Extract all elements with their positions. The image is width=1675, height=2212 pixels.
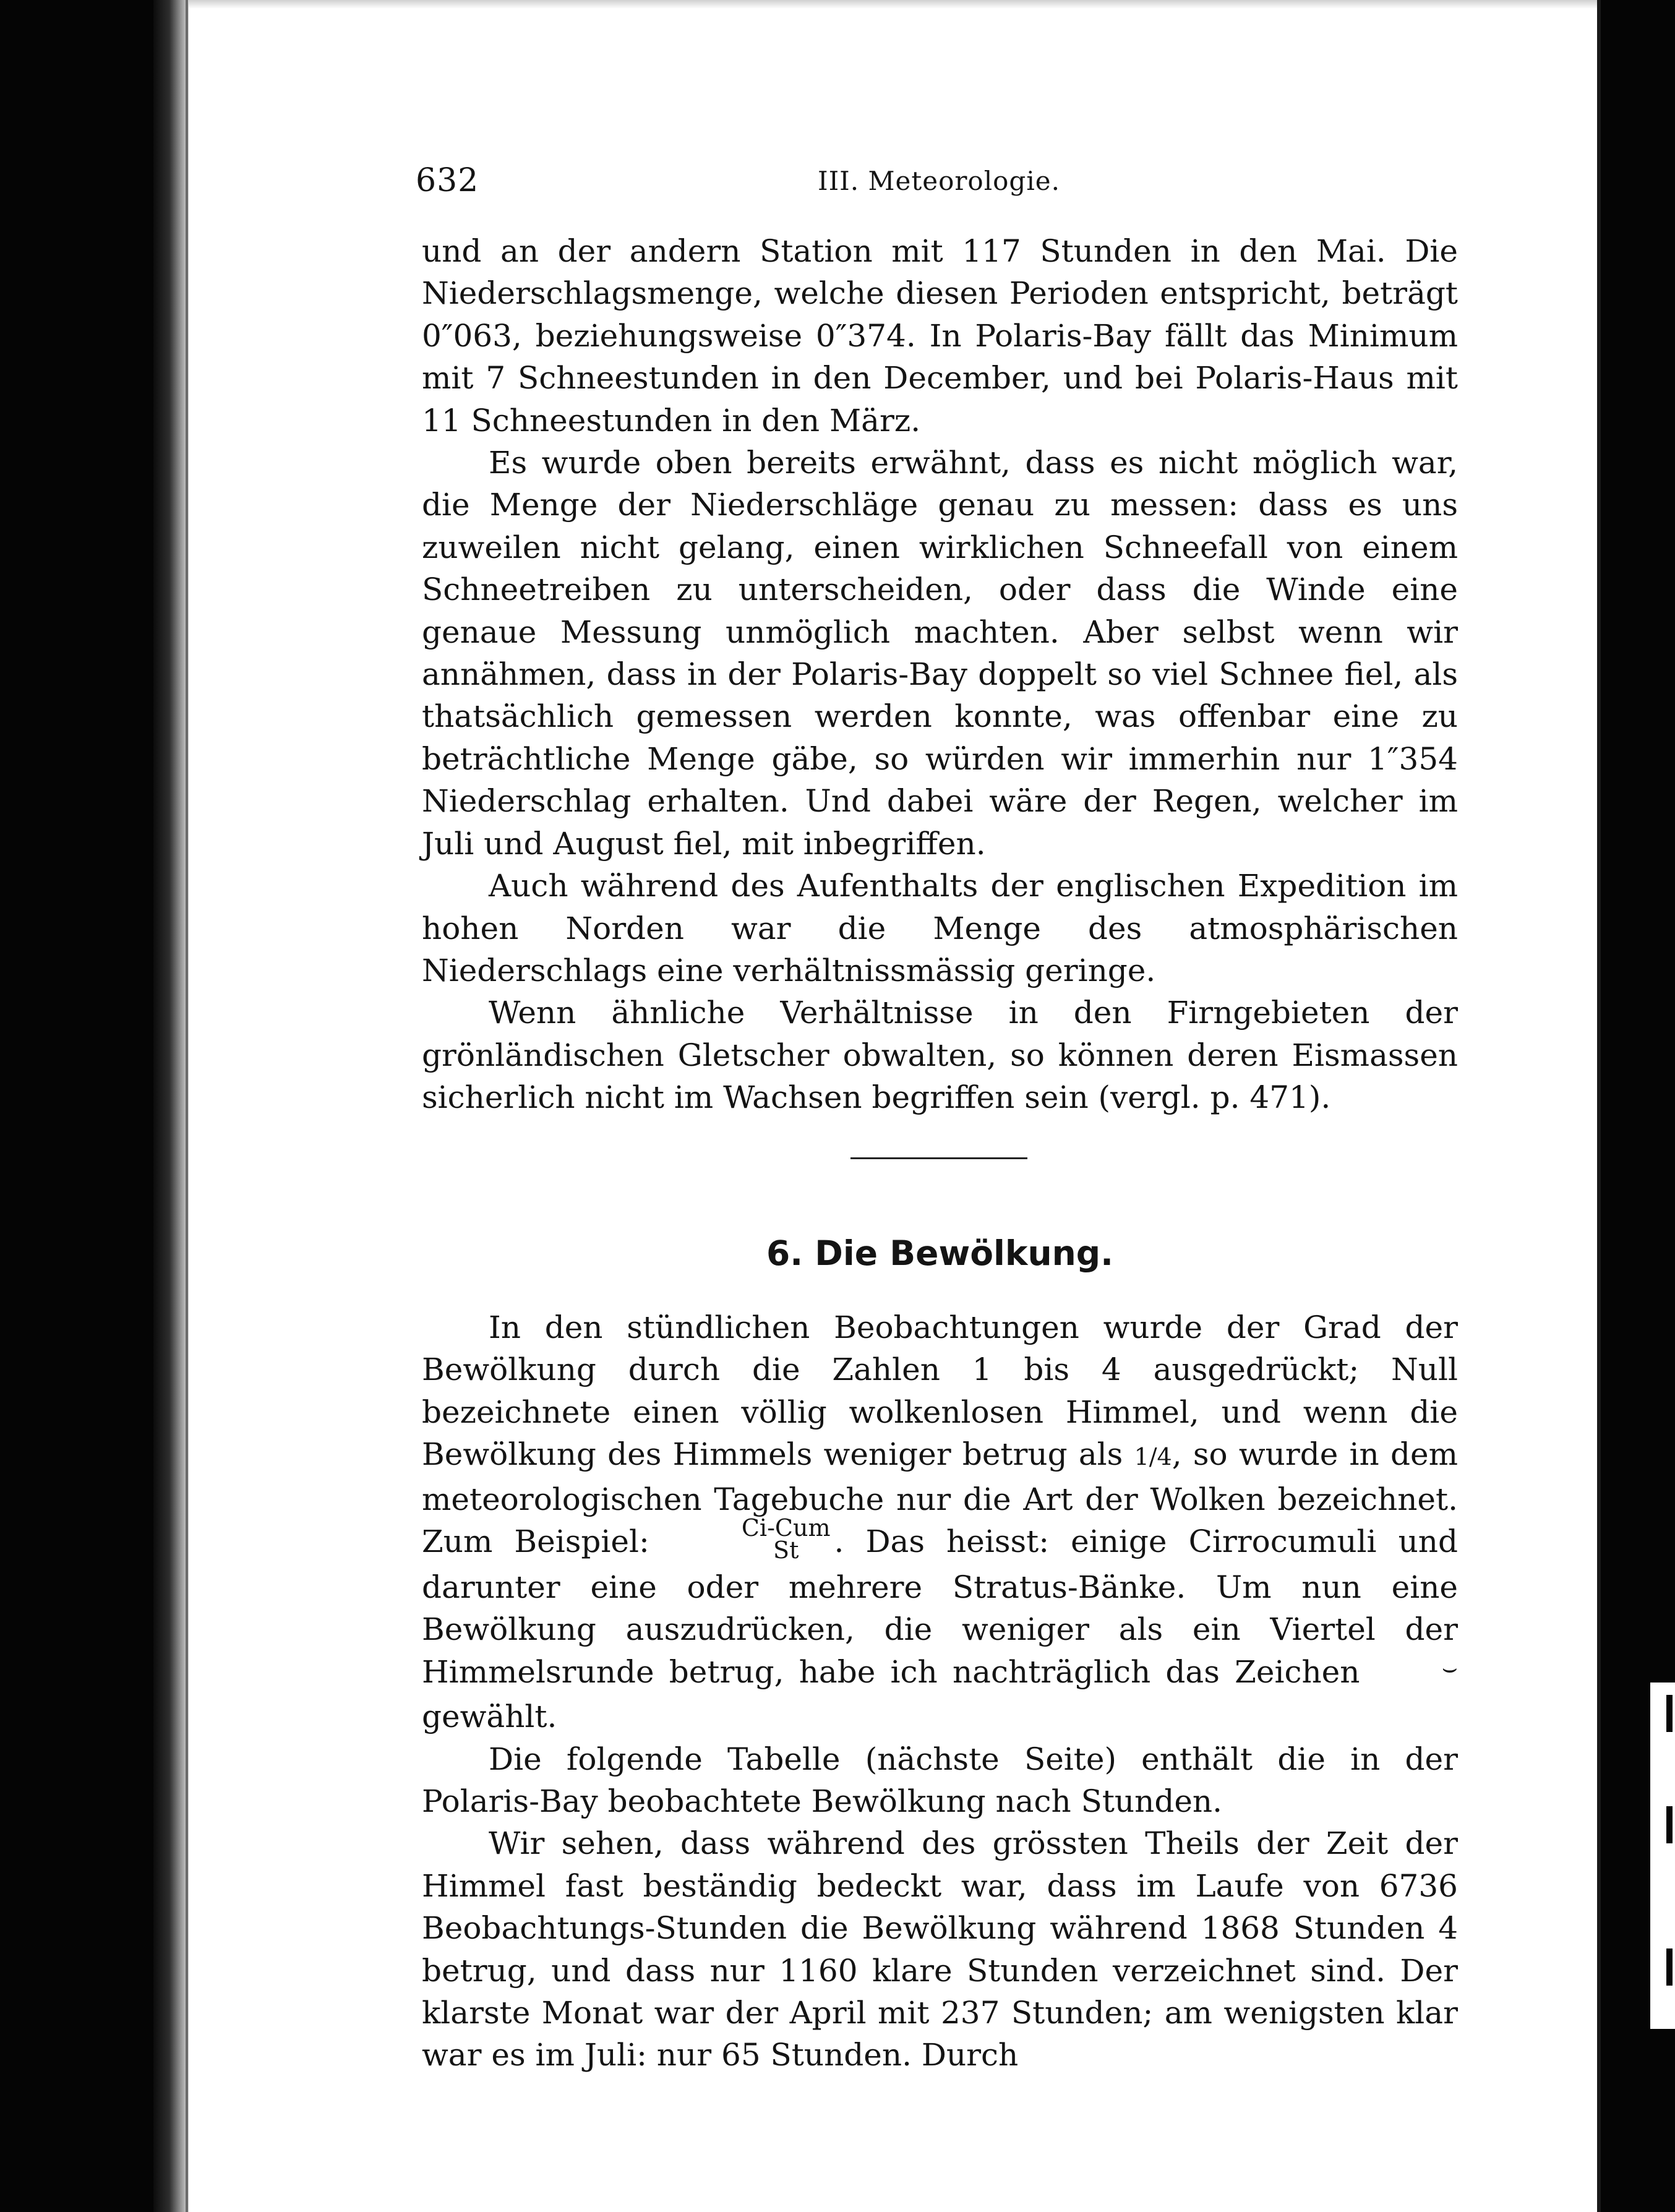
cloud-sign-icon: ⌣	[1441, 1653, 1458, 1683]
cloud-notation-bottom: St	[773, 1536, 799, 1564]
paragraph: Wir sehen, dass während des grössten Theils der Zeit der Himmel fast beständig bedeckt war, dass im Laufe von 6736 Beobachtungs-Stunden die Bewölkung während 1868 Stunden 4 betrug, und dass nur 1160 klare Stunden verzeichnet sind. Der klarste Monat war der April mit 237 Stunden; am wenigsten klar war es im Juli: nur 65 Stunden. Durch	[422, 1825, 1458, 2073]
section-divider	[850, 1157, 1027, 1159]
paragraph: Es wurde oben bereits erwähnt, dass es nicht möglich war, die Menge der Niederschläge genau zu messen: dass es uns zuweilen nicht gelang, einen wirklichen Schneefall von einem Schneetreiben zu unterscheiden, oder dass die Winde eine genaue Messung unmöglich machten. Aber selbst wenn wir annähmen, dass in der Polaris-Bay doppelt so viel Schnee fiel, als thatsächlich gemessen werden konnte, was offenbar eine zu beträchtliche Menge gäbe, so würden wir immerhin nur 1″354 Niederschlag erhalten. Und dabei wäre der Regen, welcher im Juli und August fiel, mit inbegriffen.	[422, 445, 1458, 862]
paragraph: Auch während des Aufenthalts der englischen Expedition im hohen Norden war die Menge des atmosphärischen Niederschlags eine verhältnissmässig geringe.	[422, 868, 1458, 988]
page-number: 632	[416, 162, 479, 199]
paragraph: Wenn ähnliche Verhältnisse in den Firngebieten der grönländischen Gletscher obwalten, so können deren Eismassen sicherlich nicht im Wachsen begriffen sein (vergl. p. 471).	[422, 995, 1458, 1116]
next-page-mark	[1666, 1806, 1673, 1843]
binding-shadow	[153, 0, 189, 2212]
next-page-mark	[1666, 1948, 1673, 1986]
running-head	[416, 162, 1455, 212]
paragraph-bewoelkung	[422, 1306, 1458, 1738]
text-run: In den stündlichen Beobachtungen wurde der Grad der Bewölkung durch die Zahlen 1 bis 4 ausgedrückt; Null bezeichnete einen völlig wolkenlosen Himmel, und wenn die Bewölkung des Himmels weniger betrug als	[422, 1309, 1458, 1473]
text-run: gewählt.	[422, 1699, 557, 1735]
page-edge-line	[186, 0, 188, 2212]
next-page-mark	[1666, 1695, 1673, 1732]
text-run: , so wurde in dem meteorologischen Tagebuche nur die Art der Wolken bezeichnet. Zum Beispiel:	[422, 1436, 1458, 1559]
fraction: 1/4	[1134, 1443, 1172, 1471]
section-heading: 6. Die Bewölkung.	[766, 1233, 1114, 1273]
paragraph: Die folgende Tabelle (nächste Seite) enthält die in der Polaris-Bay beobachtete Bewölkung nach Stunden.	[422, 1741, 1458, 1819]
top-page-edge	[189, 0, 1599, 9]
cloud-notation	[675, 1514, 831, 1564]
next-page-strip	[1650, 1683, 1675, 2029]
cloud-notation-top: Ci-Cum	[741, 1514, 831, 1541]
main-text	[422, 230, 1458, 2077]
running-title: III. Meteorologie.	[818, 166, 1060, 196]
paragraph: und an der andern Station mit 117 Stunden in den Mai. Die Niederschlagsmenge, welche diesen Perioden entspricht, beträgt 0″063, beziehungsweise 0″374. In Polaris-Bay fällt das Minimum mit 7 Schneestunden in den December, und bei Polaris-Haus mit 11 Schneestunden in den März.	[422, 233, 1458, 439]
text-run: . Das heisst: einige Cirrocumuli und darunter eine oder mehrere Stratus-Bänke. Um nun eine Bewölkung auszudrücken, die weniger als ein Viertel der Himmelsrunde betrug, habe ich nachträglich das Zeichen	[422, 1523, 1458, 1690]
